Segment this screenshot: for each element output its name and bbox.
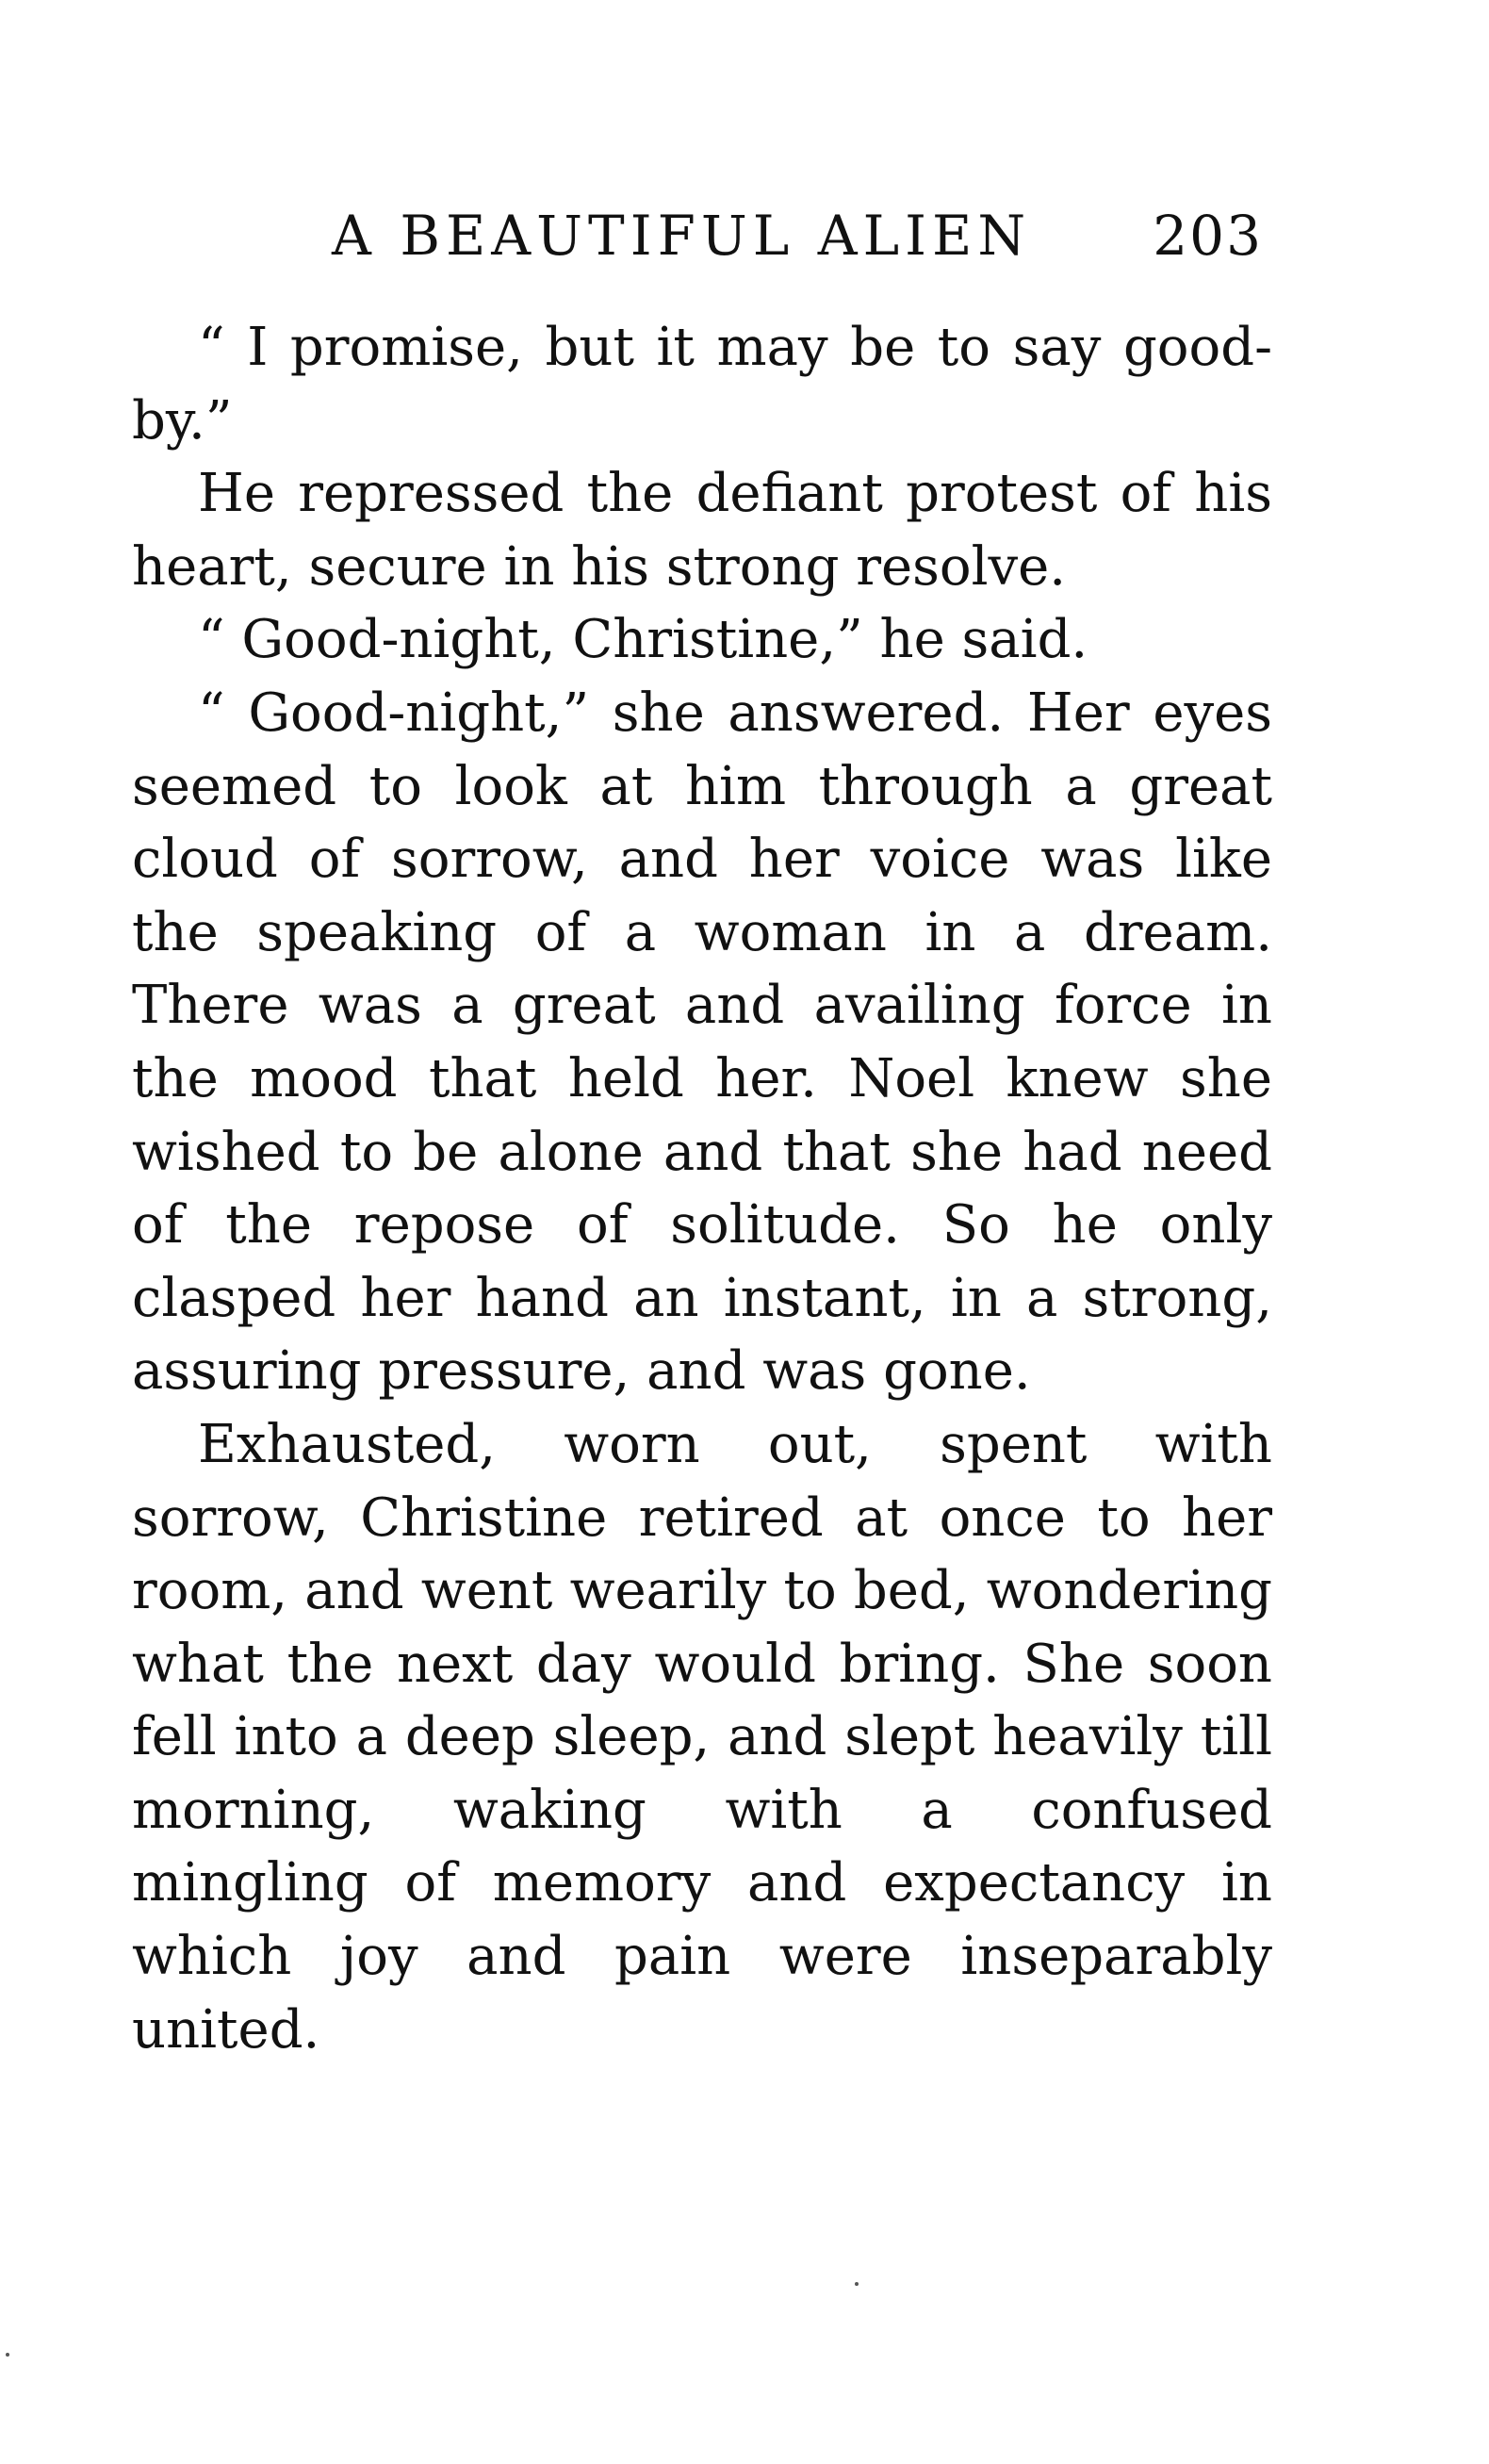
paragraph-3: “ Good-night, Christine,” he said. (198, 609, 1088, 671)
body-text (132, 311, 1272, 2066)
print-speck (6, 2353, 9, 2357)
print-speck (855, 2282, 859, 2286)
page-number: 203 (1153, 204, 1263, 268)
running-title: A BEAUTIFUL ALIEN (332, 204, 1032, 268)
running-head (132, 198, 1272, 273)
paragraph-4: “ Good-night,” she answered. Her eyes seemed to look at him through a great cloud of sorrow, and her voice was like the speaking of a woman in a dream. There was a great and availing force in the mood that held her. Noel knew she wished to be alone and that she had need of the repose of solitude. So he only clasped her hand an instant, in a strong, assuring pressure, and was gone. (132, 682, 1272, 1403)
paragraph-1: “ I promise, but it may be to say good-by.” (132, 317, 1272, 452)
paragraph-5: Exhausted, worn out, spent with sorrow, Christine retired at once to her room, and went wearily to bed, wondering what the next day would bring. She soon fell into a deep sleep, and slept heavily till morning, waking with a confused mingling of memory and expectancy in which joy and pain were inseparably united. (132, 1413, 1272, 2061)
paragraph-2: He repressed the defiant protest of his heart, secure in his strong resolve. (132, 463, 1272, 598)
